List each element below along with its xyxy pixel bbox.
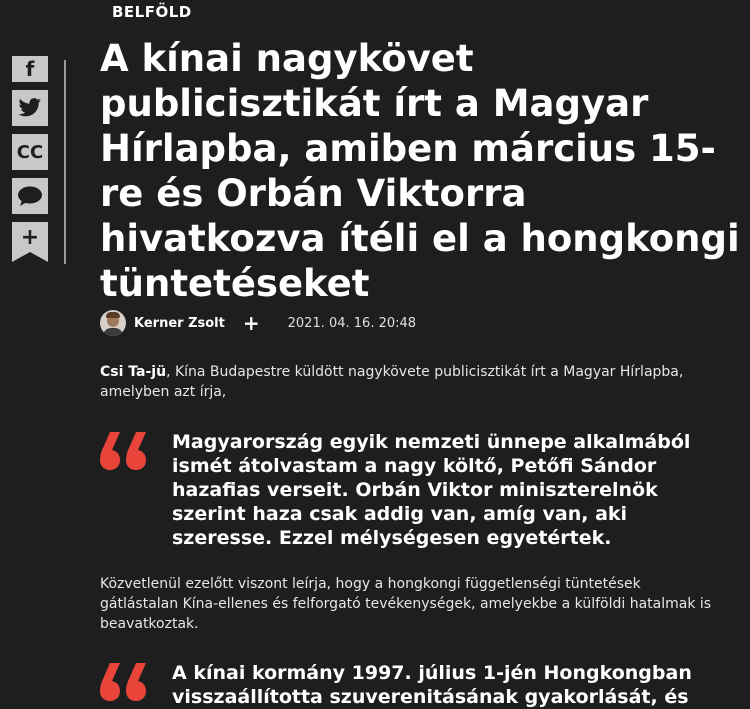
quote-text: Magyarország egyik nemzeti ünnepe alkalmából ismét átolvastam a nagy költő, Petőfi Sándor hazafias verseit. Orbán Viktor miniszterelnök szerint haza csak addig van, amíg van, aki szeresse. Ezzel mélységesen egyetértek. bbox=[172, 431, 691, 549]
quote-mark-icon bbox=[100, 661, 146, 701]
category-label[interactable]: BELFÖLD bbox=[112, 3, 192, 21]
body-paragraph: Közvetlenül ezelőtt viszont leírja, hogy a hongkongi függetlenségi tüntetések gátlástalan Kína-ellenes és felforgató tevékenységek, amelyekbe a külföldi hatalmak is beavatkoztak. bbox=[100, 576, 712, 632]
share-divider bbox=[64, 60, 66, 264]
article-title: A kínai nagykövet publicisztikát írt a Magyar Hírlapba, amiben március 15-re és Orbán Viktorra hivatkozva ítéli el a hongkongi tüntetéseket bbox=[100, 37, 740, 305]
publish-date: 2021. 04. 16. 20:48 bbox=[287, 315, 417, 331]
facebook-icon: f bbox=[25, 57, 35, 81]
intro-paragraph bbox=[100, 362, 720, 402]
twitter-icon bbox=[18, 98, 42, 118]
blockquote-1 bbox=[100, 430, 720, 550]
byline bbox=[100, 309, 416, 337]
quote-highlight[interactable]: Orbán Viktor bbox=[355, 479, 493, 501]
intro-text: , Kína Budapestre küldött nagykövete publicisztikát írt a Magyar Hírlapba, amelyben azt írja, bbox=[100, 364, 684, 400]
intro-person-name: Csi Ta-jü bbox=[100, 364, 167, 380]
comment-icon bbox=[17, 185, 43, 207]
facebook-share-button[interactable] bbox=[12, 56, 48, 82]
quote-mark-icon bbox=[100, 430, 146, 470]
blockquote-2 bbox=[100, 661, 720, 709]
cc-button[interactable] bbox=[12, 134, 48, 170]
author-name[interactable]: Kerner Zsolt bbox=[134, 315, 225, 331]
more-share-button[interactable] bbox=[12, 222, 48, 252]
share-bar bbox=[12, 56, 50, 260]
twitter-share-button[interactable] bbox=[12, 90, 48, 126]
plus-icon: + bbox=[20, 224, 40, 250]
author-avatar[interactable] bbox=[100, 310, 126, 336]
cc-icon: CC bbox=[16, 141, 44, 163]
comment-button[interactable] bbox=[12, 178, 48, 214]
quote-text: A kínai kormány 1997. július 1-jén Hongkongban visszaállította szuverenitásának gyakorlását, és bbox=[172, 662, 692, 708]
follow-author-button[interactable]: + bbox=[242, 311, 260, 335]
